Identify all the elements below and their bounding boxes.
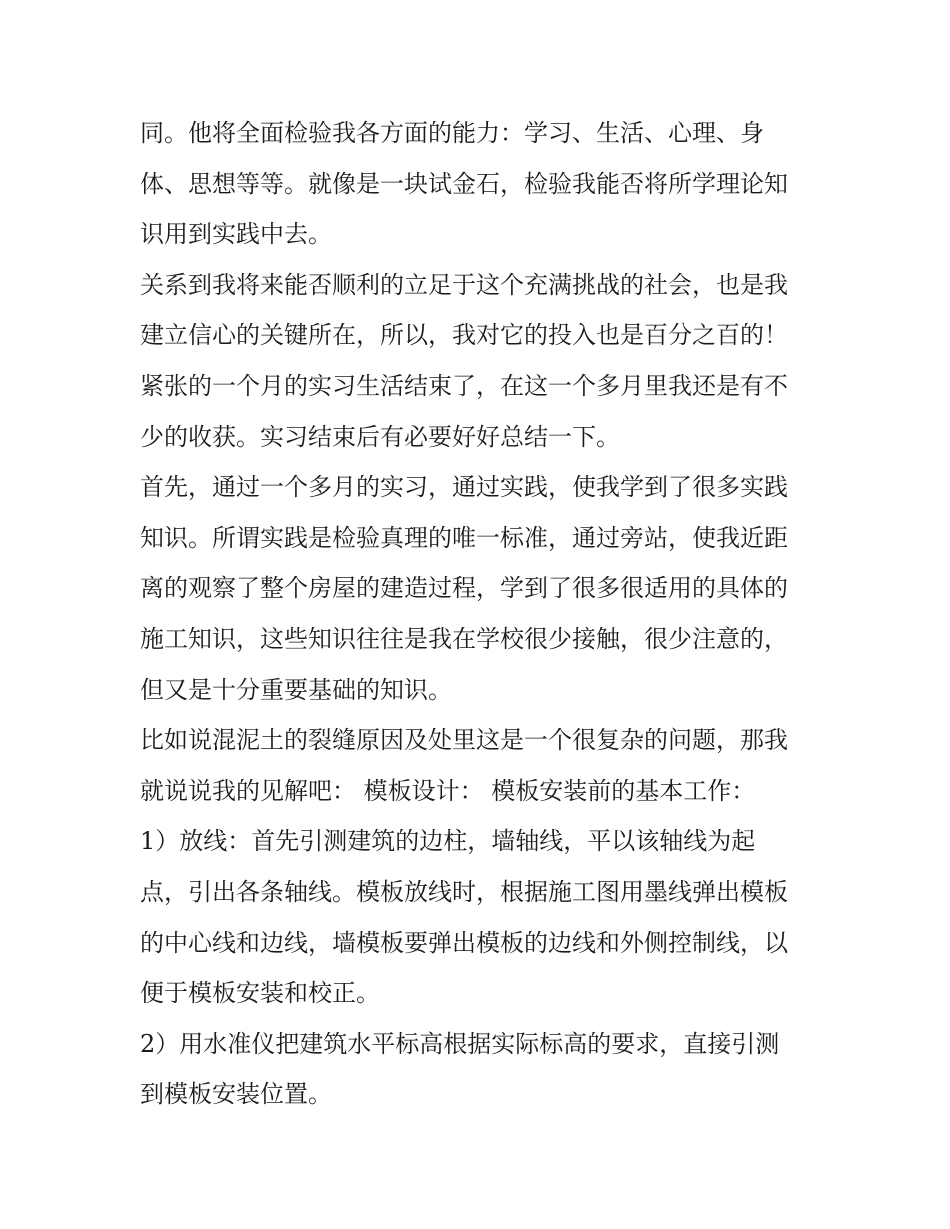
text-line: 知识。所谓实践是检验真理的唯一标准，通过旁站，使我近距 bbox=[140, 523, 788, 552]
body-text bbox=[140, 108, 820, 1120]
text-line: 建立信心的关键所在，所以，我对它的投入也是百分之百的！ bbox=[140, 321, 788, 350]
text-line: 施工知识，这些知识往往是我在学校很少接触，很少注意的， bbox=[140, 624, 788, 653]
text-line: 但又是十分重要基础的知识。 bbox=[140, 675, 452, 704]
text-line: 体、思想等等。就像是一块试金石，检验我能否将所学理论知 bbox=[140, 169, 788, 198]
text-line: 就说说我的见解吧： 模板设计： 模板安装前的基本工作： bbox=[140, 776, 756, 805]
text-line: 关系到我将来能否顺利的立足于这个充满挑战的社会，也是我 bbox=[140, 270, 788, 299]
text-line: 的中心线和边线，墙模板要弹出模板的边线和外侧控制线，以 bbox=[140, 928, 788, 957]
text-line: 离的观察了整个房屋的建造过程，学到了很多很适用的具体的 bbox=[140, 574, 788, 603]
text-line: 2）用水准仪把建筑水平标高根据实际标高的要求，直接引测 bbox=[140, 1029, 780, 1058]
text-line: 到模板安装位置。 bbox=[140, 1080, 332, 1109]
text-line: 点，引出各条轴线。模板放线时，根据施工图用墨线弹出模板 bbox=[140, 877, 788, 906]
text-line: 紧张的一个月的实习生活结束了，在这一个多月里我还是有不 bbox=[140, 371, 788, 400]
text-line: 识用到实践中去。 bbox=[140, 220, 332, 249]
text-line: 少的收获。实习结束后有必要好好总结一下。 bbox=[140, 422, 620, 451]
text-line: 同。他将全面检验我各方面的能力：学习、生活、心理、身 bbox=[140, 119, 764, 147]
text-line: 便于模板安装和校正。 bbox=[140, 979, 380, 1008]
text-line: 比如说混泥土的裂缝原因及处里这是一个很复杂的问题，那我 bbox=[140, 726, 788, 755]
text-line: 首先，通过一个多月的实习，通过实践，使我学到了很多实践 bbox=[140, 473, 788, 502]
text-line: 1）放线：首先引测建筑的边柱，墙轴线，平以该轴线为起 bbox=[140, 827, 756, 856]
